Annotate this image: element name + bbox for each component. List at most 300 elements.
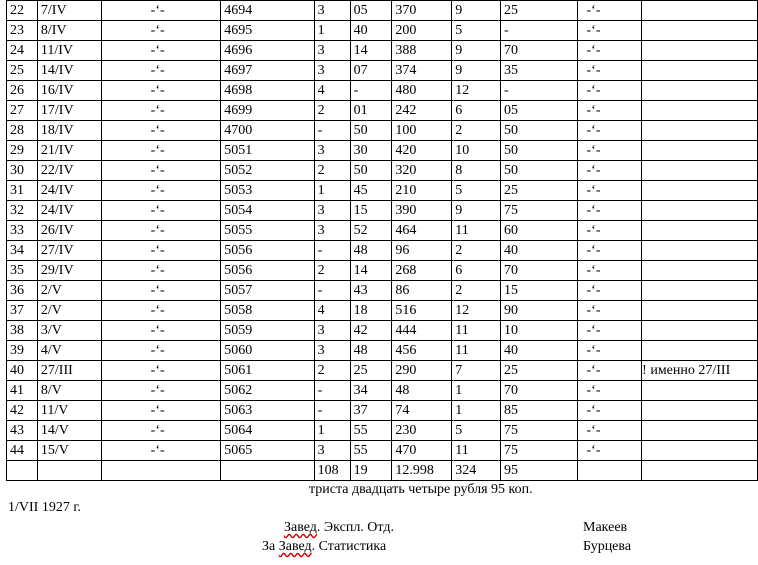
- cell-col-2: 8/IV: [37, 21, 101, 41]
- cell-col-6: 55: [350, 421, 392, 441]
- cell-col-10: [577, 261, 642, 281]
- cell-col-3: [101, 421, 221, 441]
- table-row: [7, 421, 758, 441]
- cell-col-10: [577, 221, 642, 241]
- cell-col-9: 75: [501, 421, 578, 441]
- cell-col-2: 14/V: [37, 421, 101, 441]
- ditto-mark: -‘-: [150, 183, 165, 198]
- cell-col-8: 1: [452, 381, 501, 401]
- signatory-name-1: Макеев: [583, 520, 628, 535]
- ditto-mark: -‘-: [586, 223, 601, 238]
- cell-col-3: [101, 41, 221, 61]
- cell-col-7: 420: [392, 141, 452, 161]
- cell-col-8: 6: [452, 261, 501, 281]
- ditto-mark: -‘-: [150, 43, 165, 58]
- cell-col-11: [642, 341, 758, 361]
- cell-col-10: [577, 241, 642, 261]
- cell-col-6: 45: [350, 181, 392, 201]
- cell-col-6: 55: [350, 441, 392, 461]
- cell-col-11: [642, 141, 758, 161]
- cell-col-7: 86: [392, 281, 452, 301]
- cell-col-7: 12.998: [392, 461, 452, 481]
- cell-col-5: 4: [314, 81, 350, 101]
- cell-col-4: [221, 461, 314, 481]
- ditto-mark: -‘-: [150, 343, 165, 358]
- cell-col-7: 480: [392, 81, 452, 101]
- ditto-mark: -‘-: [150, 203, 165, 218]
- cell-col-9: 60: [501, 221, 578, 241]
- cell-col-2: 26/IV: [37, 221, 101, 241]
- table-row: [7, 121, 758, 141]
- ditto-mark: -‘-: [150, 103, 165, 118]
- cell-col-4: 4697: [221, 61, 314, 81]
- cell-col-2: 8/V: [37, 381, 101, 401]
- cell-col-3: [101, 441, 221, 461]
- cell-col-5: 3: [314, 341, 350, 361]
- cell-col-6: 25: [350, 361, 392, 381]
- cell-col-4: 5061: [221, 361, 314, 381]
- cell-col-8: 8: [452, 161, 501, 181]
- cell-col-5: 2: [314, 161, 350, 181]
- cell-col-1: 40: [7, 361, 38, 381]
- cell-col-9: 95: [501, 461, 578, 481]
- ditto-mark: -‘-: [150, 403, 165, 418]
- cell-col-10: [577, 21, 642, 41]
- cell-col-9: 75: [501, 201, 578, 221]
- ditto-mark: -‘-: [586, 443, 601, 458]
- table-row: [7, 81, 758, 101]
- cell-col-11: [642, 101, 758, 121]
- cell-col-7: 464: [392, 221, 452, 241]
- ditto-mark: -‘-: [586, 423, 601, 438]
- cell-col-8: 9: [452, 1, 501, 21]
- cell-col-2: 11/V: [37, 401, 101, 421]
- table-row: [7, 281, 758, 301]
- table-row: [7, 261, 758, 281]
- ditto-mark: -‘-: [150, 243, 165, 258]
- cell-col-3: [101, 101, 221, 121]
- cell-col-2: 21/IV: [37, 141, 101, 161]
- cell-col-2: 16/IV: [37, 81, 101, 101]
- cell-col-11: [642, 121, 758, 141]
- cell-col-2: 3/V: [37, 321, 101, 341]
- signature-title-2-rest: . Статистика: [311, 539, 387, 554]
- cell-col-2: 24/IV: [37, 181, 101, 201]
- cell-col-11: [642, 301, 758, 321]
- cell-col-1: 28: [7, 121, 38, 141]
- ditto-mark: -‘-: [150, 383, 165, 398]
- cell-col-8: 9: [452, 41, 501, 61]
- cell-col-1: 30: [7, 161, 38, 181]
- cell-col-7: 100: [392, 121, 452, 141]
- cell-col-7: 96: [392, 241, 452, 261]
- cell-col-2: 27/IV: [37, 241, 101, 261]
- table-row: [7, 141, 758, 161]
- cell-col-10: [577, 201, 642, 221]
- cell-col-5: 1: [314, 421, 350, 441]
- cell-col-6: 42: [350, 321, 392, 341]
- cell-col-11: [642, 41, 758, 61]
- cell-col-1: 25: [7, 61, 38, 81]
- cell-col-3: [101, 201, 221, 221]
- cell-col-1: 24: [7, 41, 38, 61]
- ditto-mark: -‘-: [586, 123, 601, 138]
- ditto-mark: -‘-: [150, 363, 165, 378]
- cell-col-5: 2: [314, 361, 350, 381]
- cell-col-2: 7/IV: [37, 1, 101, 21]
- cell-col-7: 200: [392, 21, 452, 41]
- cell-col-9: 25: [501, 181, 578, 201]
- cell-col-10: [577, 301, 642, 321]
- cell-col-10: [577, 181, 642, 201]
- cell-col-4: 5062: [221, 381, 314, 401]
- ditto-mark: -‘-: [586, 323, 601, 338]
- ditto-mark: -‘-: [586, 363, 601, 378]
- cell-col-1: 44: [7, 441, 38, 461]
- cell-col-11: [642, 421, 758, 441]
- cell-col-1: 22: [7, 1, 38, 21]
- cell-col-11: [642, 181, 758, 201]
- ledger-body: [7, 1, 758, 481]
- cell-col-5: -: [314, 121, 350, 141]
- ditto-mark: -‘-: [150, 303, 165, 318]
- cell-col-8: 5: [452, 421, 501, 441]
- cell-col-4: 5060: [221, 341, 314, 361]
- cell-col-1: 31: [7, 181, 38, 201]
- cell-col-2: [37, 461, 101, 481]
- cell-col-4: 5055: [221, 221, 314, 241]
- cell-col-2: 29/IV: [37, 261, 101, 281]
- cell-col-2: 22/IV: [37, 161, 101, 181]
- cell-col-11: ! именно 27/III: [642, 361, 758, 381]
- cell-col-9: 90: [501, 301, 578, 321]
- cell-col-3: [101, 241, 221, 261]
- table-row: [7, 401, 758, 421]
- cell-col-3: [101, 341, 221, 361]
- cell-col-1: 37: [7, 301, 38, 321]
- table-row: [7, 221, 758, 241]
- cell-col-6: 30: [350, 141, 392, 161]
- cell-col-7: 374: [392, 61, 452, 81]
- cell-col-8: 5: [452, 21, 501, 41]
- cell-col-5: 4: [314, 301, 350, 321]
- cell-col-8: 9: [452, 201, 501, 221]
- cell-col-2: 18/IV: [37, 121, 101, 141]
- cell-col-1: 27: [7, 101, 38, 121]
- cell-col-6: 14: [350, 41, 392, 61]
- cell-col-9: 10: [501, 321, 578, 341]
- cell-col-10: [577, 401, 642, 421]
- cell-col-5: -: [314, 381, 350, 401]
- cell-col-10: [577, 161, 642, 181]
- cell-col-10: [577, 141, 642, 161]
- table-row: [7, 441, 758, 461]
- ditto-mark: -‘-: [586, 163, 601, 178]
- cell-col-1: 42: [7, 401, 38, 421]
- cell-col-8: 11: [452, 221, 501, 241]
- cell-col-7: 370: [392, 1, 452, 21]
- cell-col-4: 5058: [221, 301, 314, 321]
- cell-col-11: [642, 261, 758, 281]
- cell-col-3: [101, 81, 221, 101]
- table-row: [7, 61, 758, 81]
- cell-col-9: 85: [501, 401, 578, 421]
- ditto-mark: -‘-: [150, 283, 165, 298]
- cell-col-5: 3: [314, 221, 350, 241]
- cell-col-6: 01: [350, 101, 392, 121]
- cell-col-2: 24/IV: [37, 201, 101, 221]
- cell-col-10: [577, 101, 642, 121]
- cell-col-3: [101, 301, 221, 321]
- cell-col-9: 25: [501, 361, 578, 381]
- cell-col-11: [642, 241, 758, 261]
- cell-col-7: 290: [392, 361, 452, 381]
- cell-col-10: [577, 461, 642, 481]
- cell-col-6: 43: [350, 281, 392, 301]
- cell-col-5: 3: [314, 441, 350, 461]
- cell-col-5: -: [314, 241, 350, 261]
- cell-col-4: 5059: [221, 321, 314, 341]
- cell-col-10: [577, 381, 642, 401]
- cell-col-4: 4694: [221, 1, 314, 21]
- cell-col-8: 11: [452, 441, 501, 461]
- cell-col-7: 210: [392, 181, 452, 201]
- cell-col-3: [101, 261, 221, 281]
- signature-title-1-rest: . Экспл. Отд.: [316, 520, 394, 535]
- cell-col-6: 05: [350, 1, 392, 21]
- cell-col-10: [577, 81, 642, 101]
- ditto-mark: -‘-: [150, 123, 165, 138]
- cell-col-7: 242: [392, 101, 452, 121]
- cell-col-8: 6: [452, 101, 501, 121]
- ditto-mark: -‘-: [586, 3, 601, 18]
- cell-col-2: 17/IV: [37, 101, 101, 121]
- cell-col-11: [642, 81, 758, 101]
- table-row: [7, 181, 758, 201]
- ditto-mark: -‘-: [586, 303, 601, 318]
- cell-col-4: 5054: [221, 201, 314, 221]
- cell-col-5: 2: [314, 101, 350, 121]
- cell-col-10: [577, 281, 642, 301]
- cell-col-8: 2: [452, 281, 501, 301]
- cell-col-1: 38: [7, 321, 38, 341]
- ditto-mark: -‘-: [586, 23, 601, 38]
- cell-col-6: 19: [350, 461, 392, 481]
- cell-col-10: [577, 341, 642, 361]
- ditto-mark: -‘-: [150, 143, 165, 158]
- cell-col-4: 5052: [221, 161, 314, 181]
- cell-col-2: 2/V: [37, 281, 101, 301]
- cell-col-5: 3: [314, 321, 350, 341]
- ditto-mark: -‘-: [586, 343, 601, 358]
- cell-col-1: 35: [7, 261, 38, 281]
- cell-col-4: 4699: [221, 101, 314, 121]
- ditto-mark: -‘-: [586, 183, 601, 198]
- cell-col-1: 32: [7, 201, 38, 221]
- cell-col-9: 70: [501, 41, 578, 61]
- cell-col-11: [642, 201, 758, 221]
- cell-col-9: 50: [501, 161, 578, 181]
- cell-col-11: [642, 161, 758, 181]
- ditto-mark: -‘-: [150, 263, 165, 278]
- cell-col-4: 5056: [221, 261, 314, 281]
- cell-col-9: 25: [501, 1, 578, 21]
- cell-col-6: 50: [350, 161, 392, 181]
- cell-col-9: 70: [501, 261, 578, 281]
- cell-col-6: -: [350, 81, 392, 101]
- cell-col-1: [7, 461, 38, 481]
- cell-col-11: [642, 21, 758, 41]
- cell-col-7: 320: [392, 161, 452, 181]
- cell-col-7: 444: [392, 321, 452, 341]
- cell-col-8: 12: [452, 301, 501, 321]
- cell-col-3: [101, 361, 221, 381]
- cell-col-5: 3: [314, 141, 350, 161]
- cell-col-4: 5057: [221, 281, 314, 301]
- cell-col-3: [101, 461, 221, 481]
- cell-col-8: 1: [452, 401, 501, 421]
- cell-col-3: [101, 381, 221, 401]
- cell-col-6: 18: [350, 301, 392, 321]
- cell-col-4: 5056: [221, 241, 314, 261]
- cell-col-2: 15/V: [37, 441, 101, 461]
- cell-col-11: [642, 61, 758, 81]
- cell-col-4: 5053: [221, 181, 314, 201]
- table-row: [7, 161, 758, 181]
- signatory-name-2: Бурцева: [583, 539, 632, 554]
- cell-col-3: [101, 281, 221, 301]
- cell-col-1: 33: [7, 221, 38, 241]
- cell-col-3: [101, 21, 221, 41]
- cell-col-7: 516: [392, 301, 452, 321]
- cell-col-10: [577, 41, 642, 61]
- cell-col-4: 4696: [221, 41, 314, 61]
- cell-col-6: 52: [350, 221, 392, 241]
- ditto-mark: -‘-: [150, 23, 165, 38]
- cell-col-1: 23: [7, 21, 38, 41]
- cell-col-9: 40: [501, 241, 578, 261]
- table-row: [7, 301, 758, 321]
- cell-col-1: 41: [7, 381, 38, 401]
- cell-col-10: [577, 441, 642, 461]
- cell-col-9: 05: [501, 101, 578, 121]
- signature-title-1-abbrev: Завед: [284, 520, 317, 535]
- cell-col-4: 5065: [221, 441, 314, 461]
- ditto-mark: -‘-: [150, 63, 165, 78]
- ditto-mark: -‘-: [150, 83, 165, 98]
- signature-title-2-abbrev: Завед: [278, 539, 312, 554]
- cell-col-11: [642, 1, 758, 21]
- cell-col-8: 5: [452, 181, 501, 201]
- ditto-mark: -‘-: [150, 323, 165, 338]
- table-row: [7, 201, 758, 221]
- cell-col-8: 12: [452, 81, 501, 101]
- cell-col-8: 10: [452, 141, 501, 161]
- cell-col-2: 4/V: [37, 341, 101, 361]
- cell-col-4: 5063: [221, 401, 314, 421]
- cell-col-5: 2: [314, 261, 350, 281]
- ditto-mark: -‘-: [150, 423, 165, 438]
- cell-col-3: [101, 181, 221, 201]
- cell-col-6: 34: [350, 381, 392, 401]
- cell-col-7: 268: [392, 261, 452, 281]
- cell-col-4: 5051: [221, 141, 314, 161]
- document-date: 1/VII 1927 г.: [8, 500, 81, 515]
- cell-col-5: 108: [314, 461, 350, 481]
- cell-col-7: 456: [392, 341, 452, 361]
- signature-title-2: [262, 539, 386, 555]
- cell-col-8: 2: [452, 121, 501, 141]
- table-row: [7, 321, 758, 341]
- cell-col-7: 388: [392, 41, 452, 61]
- ditto-mark: -‘-: [586, 243, 601, 258]
- cell-col-11: [642, 441, 758, 461]
- cell-col-11: [642, 381, 758, 401]
- cell-col-3: [101, 401, 221, 421]
- cell-col-11: [642, 281, 758, 301]
- totals-row: [7, 461, 758, 481]
- cell-col-7: 390: [392, 201, 452, 221]
- cell-col-9: 40: [501, 341, 578, 361]
- cell-col-7: 48: [392, 381, 452, 401]
- cell-col-8: 11: [452, 341, 501, 361]
- ledger-table: [6, 0, 758, 481]
- cell-col-9: -: [501, 81, 578, 101]
- cell-col-1: 39: [7, 341, 38, 361]
- cell-col-6: 14: [350, 261, 392, 281]
- cell-col-9: 70: [501, 381, 578, 401]
- cell-col-9: 75: [501, 441, 578, 461]
- ditto-mark: -‘-: [586, 63, 601, 78]
- cell-col-9: 50: [501, 121, 578, 141]
- cell-col-1: 26: [7, 81, 38, 101]
- cell-col-10: [577, 61, 642, 81]
- table-row: [7, 241, 758, 261]
- cell-col-3: [101, 61, 221, 81]
- cell-col-2: 14/IV: [37, 61, 101, 81]
- cell-col-5: 3: [314, 1, 350, 21]
- table-row: [7, 1, 758, 21]
- cell-col-3: [101, 141, 221, 161]
- cell-col-6: 48: [350, 241, 392, 261]
- cell-col-7: 230: [392, 421, 452, 441]
- cell-col-5: 1: [314, 181, 350, 201]
- cell-col-4: 4695: [221, 21, 314, 41]
- cell-col-5: 1: [314, 21, 350, 41]
- cell-col-9: 50: [501, 141, 578, 161]
- cell-col-6: 07: [350, 61, 392, 81]
- cell-col-10: [577, 321, 642, 341]
- cell-col-9: 35: [501, 61, 578, 81]
- cell-col-10: [577, 361, 642, 381]
- table-row: [7, 361, 758, 381]
- cell-col-5: 3: [314, 41, 350, 61]
- signature-title-2-prefix: За: [262, 539, 279, 554]
- cell-col-8: 9: [452, 61, 501, 81]
- cell-col-3: [101, 1, 221, 21]
- cell-col-2: 27/III: [37, 361, 101, 381]
- ditto-mark: -‘-: [586, 143, 601, 158]
- cell-col-6: 40: [350, 21, 392, 41]
- cell-col-8: 7: [452, 361, 501, 381]
- ditto-mark: -‘-: [150, 223, 165, 238]
- ditto-mark: -‘-: [586, 43, 601, 58]
- cell-col-5: -: [314, 401, 350, 421]
- cell-col-6: 50: [350, 121, 392, 141]
- cell-col-4: 4700: [221, 121, 314, 141]
- cell-col-8: 2: [452, 241, 501, 261]
- cell-col-3: [101, 321, 221, 341]
